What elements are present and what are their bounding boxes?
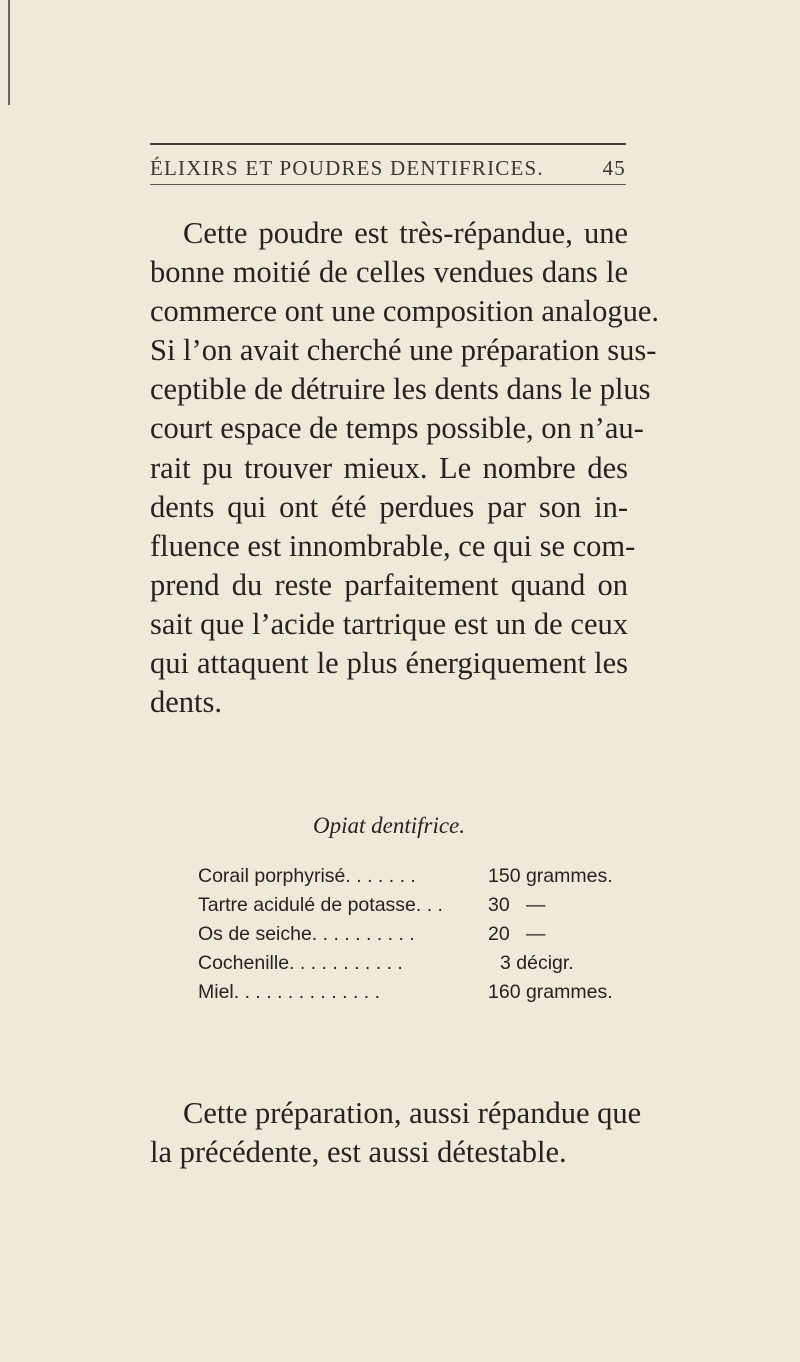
paragraph-2: [150, 1094, 642, 1172]
ingredient: Os de seiche. . . . . . . . . .: [198, 923, 415, 945]
header-underline: [150, 184, 626, 185]
text-line: bonne moitié de celles vendues dans le: [150, 255, 628, 290]
page-number: 45: [602, 156, 626, 180]
ingredient: Corail porphyrisé. . . . . . .: [198, 865, 416, 887]
paragraph-1: [150, 214, 660, 722]
ingredient: Cochenille. . . . . . . . . . .: [198, 952, 403, 974]
quantity: 150 grammes.: [488, 865, 613, 887]
header-rule: [150, 143, 626, 145]
text-line: fluence est innombrable, ce qui se com-: [150, 528, 636, 563]
page-edge-line: [8, 0, 10, 105]
text-line: commerce ont une composition analogue.: [150, 294, 660, 329]
quantity: 160 grammes.: [488, 981, 613, 1003]
text-line: sait que l’acide tartrique est un de ceux: [150, 606, 628, 641]
recipe-item: [198, 862, 628, 891]
text-line: court espace de temps possible, on n’au-: [150, 411, 644, 446]
recipe-item: [198, 978, 628, 1007]
ingredient: Tartre acidulé de potasse. . .: [198, 894, 443, 916]
text-line: dents qui ont été perdues par son in-: [150, 489, 628, 524]
recipe-title: Opiat dentifrice.: [312, 813, 466, 838]
recipe-item: [198, 891, 628, 920]
text-line: prend du reste parfaitement quand on: [150, 567, 628, 602]
text-line: dents.: [150, 685, 223, 720]
quantity: 20 —: [488, 923, 546, 945]
quantity: 30 —: [488, 894, 546, 916]
running-title: ÉLIXIRS ET POUDRES DENTIFRICES.: [150, 156, 544, 180]
recipe-item: [198, 949, 628, 978]
running-header: [150, 156, 626, 181]
text-line: qui attaquent le plus énergiquement les: [150, 646, 628, 681]
text-line: rait pu trouver mieux. Le nombre des: [150, 450, 628, 485]
text-line: Cette poudre est très-répandue, une: [183, 216, 628, 250]
text-line: la précédente, est aussi détestable.: [150, 1135, 567, 1170]
ingredient: Miel. . . . . . . . . . . . . .: [198, 981, 381, 1003]
text-line: ceptible de détruire les dents dans le plus: [150, 372, 651, 407]
quantity: 3 décigr.: [500, 952, 574, 974]
recipe-list: [198, 862, 628, 1007]
text-line: Cette préparation, aussi répandue que: [183, 1096, 642, 1130]
text-line: Si l’on avait cherché une préparation sus-: [150, 333, 657, 368]
recipe-item: [198, 920, 628, 949]
